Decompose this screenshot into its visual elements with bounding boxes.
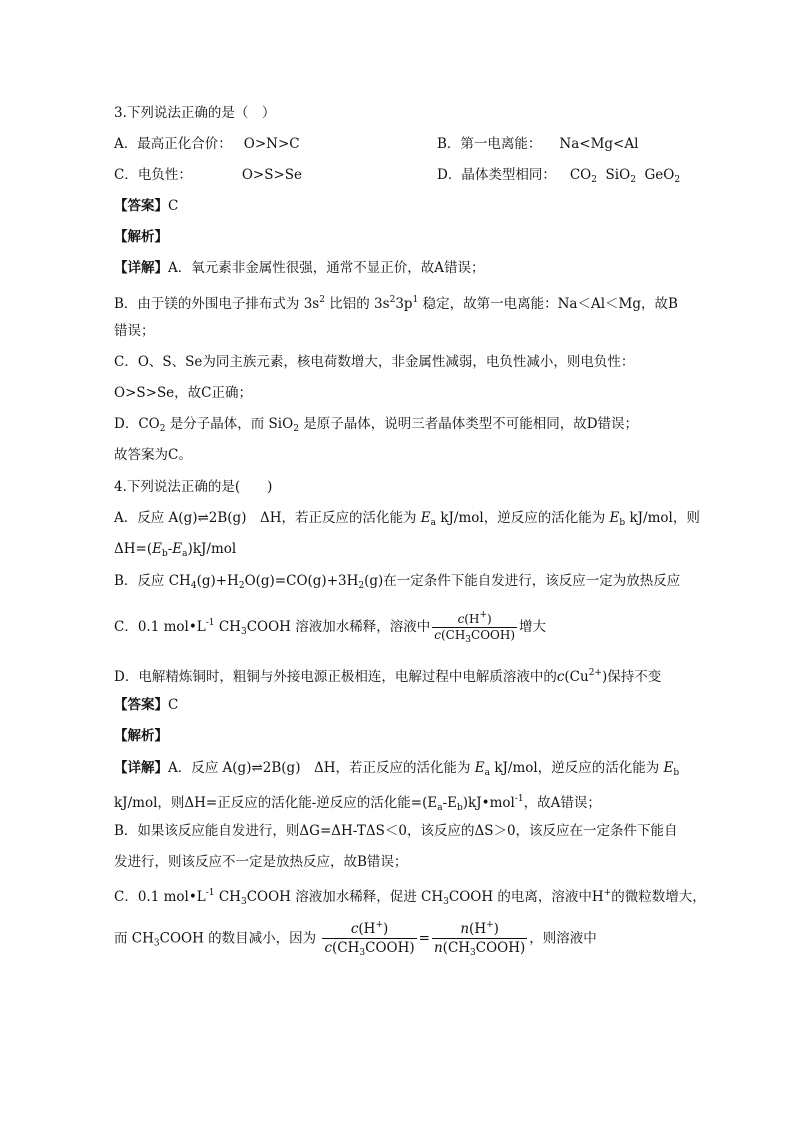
q3-detail-b-line2: 错误；	[114, 323, 155, 339]
q3-detail-c-line2: O>S>Se，故C正确；	[114, 385, 253, 401]
q4-option-d: D．电解精炼铜时，粗铜与外接电源正极相连，电解过程中电解质溶液中的$c(Cu^{2+})$保持不变	[114, 668, 662, 685]
q3-detail-d: D．$CO_2$ 是分子晶体，而 SiO$_2$ 是原子晶体，说明三者晶体类型不可能相同，故D错误；	[114, 416, 639, 434]
q3-stem: 3.下列说法正确的是（ ）	[114, 105, 276, 121]
q4-detail-a: 【详解】A．反应 A(g)⇌2B(g) ΔH，若正反应的活化能为 $E_a$ kJ/mol，逆反应的活化能为 $E_b$	[114, 760, 680, 778]
q4-option-a: A．反应 A(g)⇌2B(g) ΔH，若正反应的活化能为 $E_a$ kJ/mol，逆反应的活化能为 $E_b$ kJ/mol，则	[114, 510, 700, 528]
q3-option-b: B．第一电离能： Na<Mg<Al	[437, 136, 639, 152]
q4-detail-b-line2: 发进行，则该反应不一定是放热反应，故B错误；	[114, 854, 408, 870]
q4-option-c: C．0.1 $mol•L^{-1}$ $CH_3COOH$ 溶液加水稀释，溶液中 $\frac{c(H^+)}{c(CH_3COOH)}$ 增大	[114, 603, 546, 652]
q3-option-a: A．最高正化合价： O>N>C	[114, 136, 300, 152]
q4-option-a-line2: $\Delta H=(E_b-E_a)kJ$/mol	[114, 541, 237, 559]
q3-conclusion: 故答案为C。	[114, 447, 192, 463]
q3-detail-b: B．由于镁的外围电子排布式为 $3s^2$ 比铝的 $3s^23p^1$ 稳定，故第一电离能：Na＜Al＜Mg，故B	[114, 295, 678, 312]
q4-detail-c: C．0.1 $mol•L^{-1}$ $CH_3COOH$ 溶液加水稀释，促进 $CH_3COOH$ 的电离，溶液中H+的微粒数增大，	[114, 888, 706, 907]
q3-option-d: D．晶体类型相同： $CO_2$ SiO$_2$ GeO$_2$	[437, 167, 681, 185]
q4-option-c-fraction: $\frac{c(H^+)}{c(CH_3COOH)}$	[434, 609, 516, 645]
q3-answer: 【答案】C	[114, 198, 179, 214]
q4-detail-c-line2: 而 $CH_3COOH$ 的数目减小，因为 $\frac{c(H^+)}{c(CH_3COOH)}$ = $\frac{n(H^+)}{n(CH_3COOH)}$ ，则溶液中	[114, 916, 597, 966]
q3-detail-c: C．O、S、Se为同主族元素，核电荷数增大，非金属性减弱，电负性减小，则电负性：	[114, 354, 635, 370]
q3-option-c: C．电负性： O>S>Se	[114, 167, 303, 183]
q4-answer: 【答案】C	[114, 697, 179, 713]
q4-option-b: B．反应 $CH_4(g)+H_2O(g)=CO(g)+3H_2(g)$在一定条件下能自发进行，该反应一定为放热反应	[114, 573, 681, 591]
q4-analysis-tag: 【解析】	[114, 728, 168, 744]
q4-detail-a-line2: kJ/mol，则ΔH=正反应的活化能-逆反应的活化能$=(E_a-E_b)kJ•mol^{-1}$，故A错误；	[114, 794, 601, 813]
q4-stem: 4.下列说法正确的是( )	[114, 479, 273, 495]
q3-analysis-tag: 【解析】	[114, 229, 168, 245]
q4-detail-c-fraction-n: $\frac{n(H^+)}{n(CH_3COOH)}$	[432, 916, 527, 962]
q3-detail-a: 【详解】A．氧元素非金属性很强，通常不显正价，故A错误；	[114, 260, 485, 276]
q4-detail-b: B．如果该反应能自发进行，则ΔG=ΔH-TΔS＜0，该反应的ΔS＞0，该反应在一定条件下能自	[114, 823, 678, 839]
q4-detail-c-fraction-c: $\frac{c(H^+)}{c(CH_3COOH)}$	[322, 916, 416, 962]
